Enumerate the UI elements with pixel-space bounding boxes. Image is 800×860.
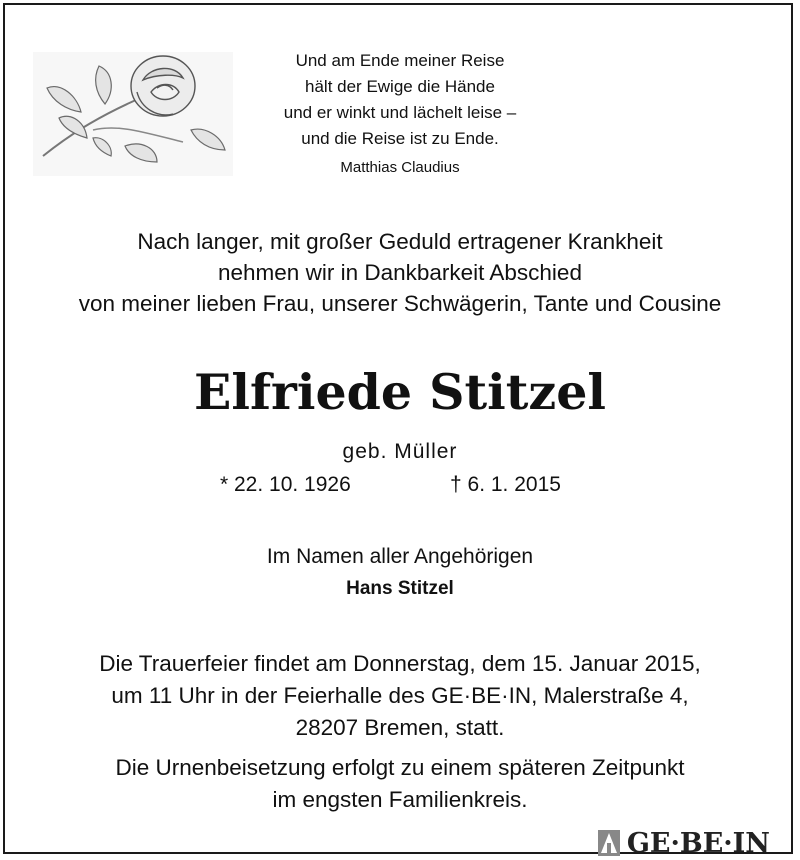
- birth-name: geb. Müller: [342, 440, 458, 463]
- poem-line: und die Reise ist zu Ende.: [301, 129, 499, 148]
- intro-line: Nach langer, mit großer Geduld ertragener Krankheit: [137, 229, 663, 254]
- rose-illustration: [33, 52, 233, 176]
- intro-line: von meiner lieben Frau, unserer Schwägerin, Tante und Cousine: [78, 291, 722, 316]
- poem: [240, 48, 560, 181]
- burial-line: im engsten Familienkreis.: [272, 787, 528, 812]
- burial-info: [0, 752, 800, 816]
- burial-line: Die Urnenbeisetzung erfolgt zu einem späteren Zeitpunkt: [115, 755, 685, 780]
- deceased-name: Elfriede Stitzel: [193, 363, 607, 421]
- intro-line: nehmen wir in Dankbarkeit Abschied: [218, 260, 582, 285]
- mourners-line: Im Namen aller Angehörigen: [266, 545, 534, 568]
- gebein-logo-icon: [597, 829, 621, 857]
- death-date: † 6. 1. 2015: [450, 473, 561, 496]
- intro-text: [0, 226, 800, 319]
- gebein-logo: [597, 828, 770, 858]
- ceremony-line: um 11 Uhr in der Feierhalle des GE·BE·IN, Malerstraße 4,: [111, 683, 689, 708]
- poem-line: und er winkt und lächelt leise –: [283, 103, 517, 122]
- ceremony-info: [0, 648, 800, 744]
- poem-line: hält der Ewige die Hände: [305, 77, 495, 96]
- signer-name: Hans Stitzel: [346, 578, 454, 599]
- mourners-block: [0, 541, 800, 605]
- ceremony-line: 28207 Bremen, statt.: [295, 715, 505, 740]
- ceremony-line: Die Trauerfeier findet am Donnerstag, dem 15. Januar 2015,: [99, 651, 701, 676]
- logo-text: GE·BE·IN: [626, 827, 770, 859]
- poem-line: Und am Ende meiner Reise: [295, 51, 505, 70]
- poem-author: Matthias Claudius: [340, 159, 460, 176]
- birth-date: * 22. 10. 1926: [220, 473, 351, 496]
